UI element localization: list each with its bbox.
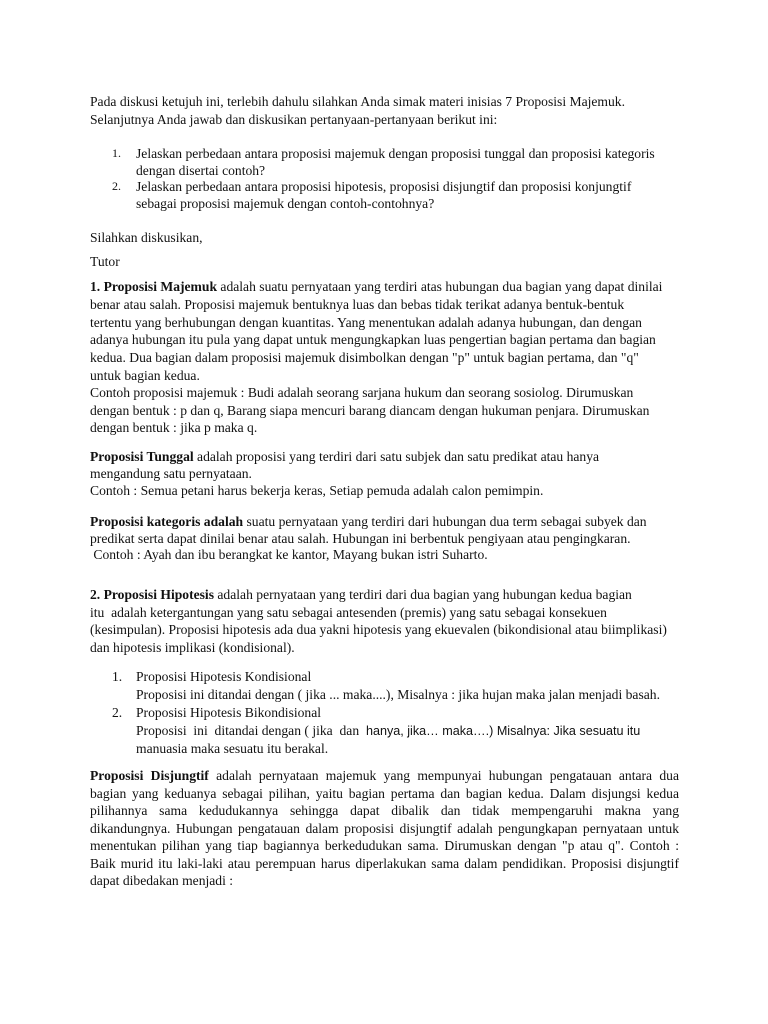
- paragraph-line: Contoh : Ayah dan ibu berangkat ke kantor, Mayang bukan istri Suharto.: [90, 547, 488, 562]
- question-text: dengan disertai contoh?: [136, 163, 266, 178]
- intro-line: Pada diskusi ketujuh ini, terlebih dahulu silahkan Anda simak materi inisias 7 Proposisi Majemuk.: [90, 94, 626, 109]
- section-paragraph-first-line: Proposisi kategoris adalah suatu pernyataan yang terdiri dari hubungan dua term sebagai subyek dan: [90, 514, 647, 529]
- question-text: Jelaskan perbedaan antara proposisi hipotesis, proposisi disjungtif dan proposisi konjungtif: [136, 179, 632, 194]
- section-heading: Proposisi kategoris adalah: [90, 514, 244, 529]
- paragraph-line: Contoh proposisi majemuk : Budi adalah seorang sarjana hukum dan seorang sosiolog. Dirumuskan: [90, 385, 634, 400]
- list-number: 1.: [112, 669, 123, 684]
- section-paragraph-first-line: Proposisi Disjungtif adalah pernyataan majemuk yang mempunyai hubungan pengatauan antara dua: [90, 768, 679, 783]
- section-heading: 1. Proposisi Majemuk: [90, 279, 218, 294]
- section-paragraph-first-line: Proposisi Tunggal adalah proposisi yang terdiri dari satu subjek dan satu predikat atau hanya: [90, 449, 600, 464]
- list-number: 2.: [112, 705, 123, 720]
- paragraph-line: dengan bentuk : p dan q, Barang siapa mencuri barang diancam dengan hukuman penjara. Dirumuskan: [90, 403, 650, 418]
- section-heading: Proposisi Tunggal: [90, 449, 194, 464]
- paragraph-line: Contoh : Semua petani harus bekerja keras, Setiap pemuda adalah calon pemimpin.: [90, 483, 544, 498]
- section-paragraph-first-line: 1. Proposisi Majemuk adalah suatu pernyataan yang terdiri atas hubungan dua bagian yang dapat dinilai: [90, 279, 663, 294]
- closing-text: Silahkan diskusikan,: [90, 230, 203, 245]
- question-number: 1.: [112, 146, 121, 160]
- paragraph-line: menentukan pilihan yang tiap bagiannya berkedudukan sama. Dirumuskan dengan "p atau q". Contoh :: [90, 838, 679, 853]
- list-item-description: Proposisi ini ditandai dengan ( jika dan hanya, jika… maka….) Misalnya: Jika sesuatu itu: [136, 723, 641, 738]
- intro-line: Selanjutnya Anda jawab dan diskusikan pertanyaan-pertanyaan berikut ini:: [90, 112, 498, 127]
- question-text: Jelaskan perbedaan antara proposisi majemuk dengan proposisi tunggal dan proposisi kategoris: [136, 146, 655, 161]
- paragraph-line: dapat dibedakan menjadi :: [90, 873, 234, 888]
- paragraph-line: itu adalah ketergantungan yang satu sebagai antesenden (premis) yang satu sebagai konsekuen: [90, 605, 607, 620]
- paragraph-line: dan hipotesis implikasi (kondisional).: [90, 640, 295, 655]
- question-text: sebagai proposisi majemuk dengan contoh-contohnya?: [136, 196, 435, 211]
- paragraph-line: adanya hubungan itu pula yang dapat untuk mengungkapkan luas pengertian bagian pertama dan bagian: [90, 332, 656, 347]
- paragraph-line: bagian yang keduanya sebagai pilihan, yaitu bagian pertama dan bagian kedua. Dalam disjungsi kedua: [90, 786, 679, 801]
- section-paragraph-first-line: 2. Proposisi Hipotesis adalah pernyataan yang terdiri dari dua bagian yang hubungan kedua bagian: [90, 587, 632, 602]
- list-item-description: manuasia maka sesuatu itu berakal.: [136, 741, 329, 756]
- paragraph-line: Baik murid itu laki-laki atau perempuan harus diperlakukan sama dalam pendidikan. Proposisi disjungtif: [90, 856, 679, 871]
- paragraph-line: predikat serta dapat dinilai benar atau salah. Hubungan ini berbentuk pengiyaan atau pengingkaran.: [90, 531, 631, 546]
- list-item-description: Proposisi ini ditandai dengan ( jika ... maka....), Misalnya : jika hujan maka jalan menjadi basah.: [136, 687, 660, 702]
- paragraph-line: pilihannya sama kedudukannya sehingga dapat dibalik dan tidak mempengaruhi makna yang: [90, 803, 679, 818]
- paragraph-line: (kesimpulan). Proposisi hipotesis ada dua yakni hipotesis yang ekuevalen (bikondisional atau biimplikasi): [90, 622, 667, 637]
- paragraph-line: benar atau salah. Proposisi majemuk bentuknya luas dan bebas tidak terikat adanya bentuk-bentuk: [90, 297, 625, 312]
- paragraph-line: tertentu yang berhubungan dengan kuantitas. Yang menentukan adalah adanya hubungan, dan dengan: [90, 315, 642, 330]
- paragraph-line: mengandung satu pernyataan.: [90, 466, 252, 481]
- list-item-title: Proposisi Hipotesis Kondisional: [136, 669, 312, 684]
- section-heading: Proposisi Disjungtif: [90, 768, 209, 783]
- section-heading: 2. Proposisi Hipotesis: [90, 587, 214, 602]
- question-number: 2.: [112, 179, 121, 193]
- list-item-title: Proposisi Hipotesis Bikondisional: [136, 705, 322, 720]
- paragraph-line: kedua. Dua bagian dalam proposisi majemuk disimbolkan dengan "p" untuk bagian pertama, dan "q": [90, 350, 639, 365]
- paragraph-line: untuk bagian kedua.: [90, 368, 200, 383]
- paragraph-line: dikandungnya. Hubungan pengatauan dalam proposisi disjungtif adalah pengungkapan pernyataan untuk: [90, 821, 679, 836]
- signature-text: Tutor: [90, 254, 120, 269]
- paragraph-line: dengan bentuk : jika p maka q.: [90, 420, 258, 435]
